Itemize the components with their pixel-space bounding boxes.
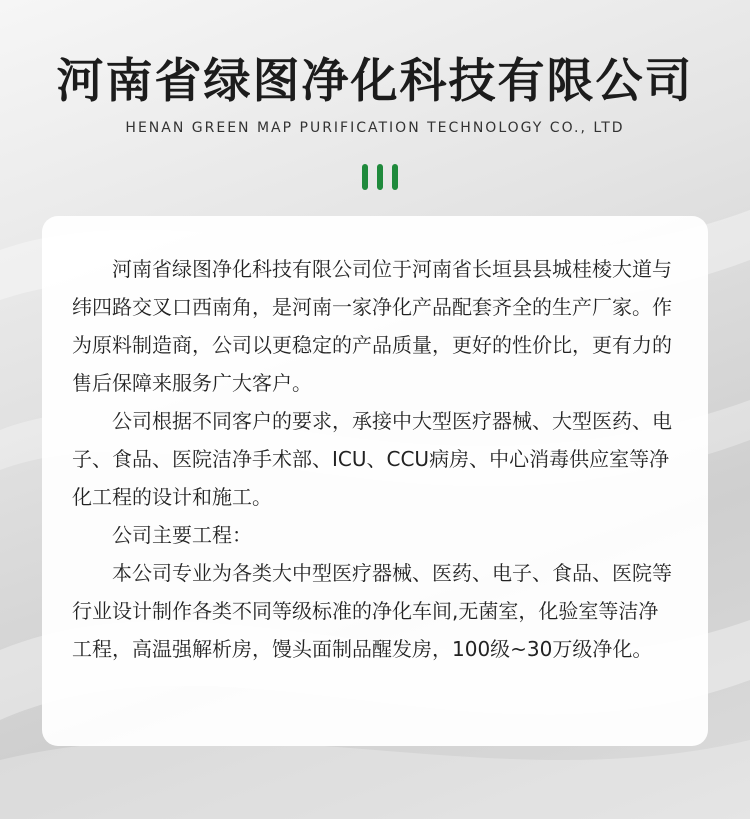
- projects-paragraph: 本公司专业为各类大中型医疗器械、医药、电子、食品、医院等行业设计制作各类不同等级标准的净化车间,无菌室，化验室等洁净工程，高温强解析房，馒头面制品醒发房，100级~30万级净化。: [72, 561, 672, 661]
- company-english-name: HENAN GREEN MAP PURIFICATION TECHNOLOGY CO., LTD: [125, 120, 625, 136]
- intro-card: [42, 216, 708, 746]
- main-projects-heading: 公司主要工程：: [112, 523, 252, 547]
- services-paragraph: 公司根据不同客户的要求，承接中大型医疗器械、大型医药、电子、食品、医院洁净手术部、ICU、CCU病房、中心消毒供应室等净化工程的设计和施工。: [72, 409, 672, 509]
- company-title: 河南省绿图净化科技有限公司: [56, 54, 694, 109]
- intro-paragraph: 河南省绿图净化科技有限公司位于河南省长垣县县城桂棱大道与纬四路交叉口西南角，是河南一家净化产品配套齐全的生产厂家。作为原料制造商，公司以更稳定的产品质量，更好的性价比，更有力的售后保障来服务广大客户。: [72, 257, 672, 395]
- three-green-bars-icon: [362, 164, 398, 190]
